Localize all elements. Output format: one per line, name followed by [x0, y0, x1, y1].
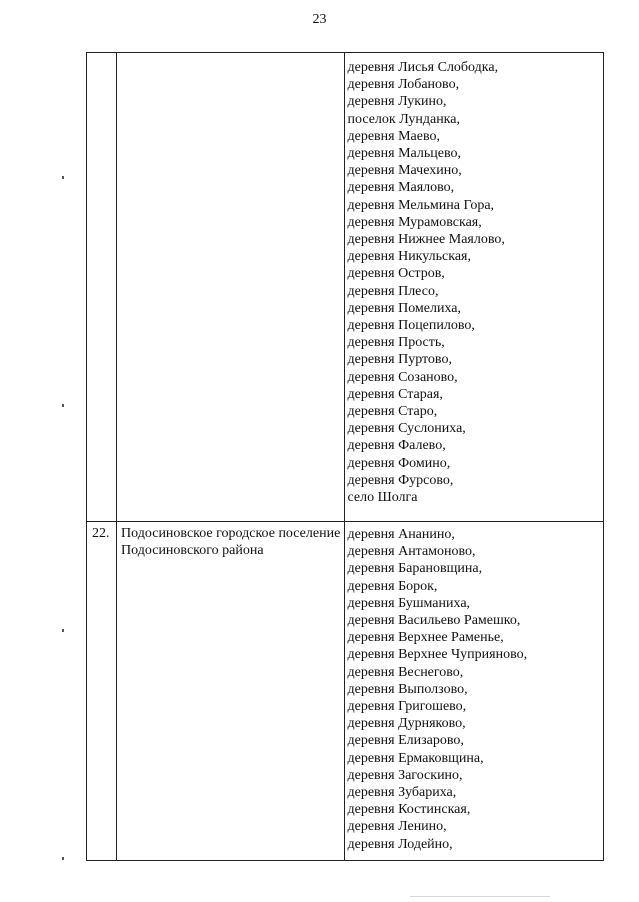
list-item: деревня Маево,	[347, 128, 440, 144]
list-item: деревня Созаново,	[347, 369, 458, 385]
list-item: деревня Ананино,	[347, 527, 455, 542]
list-item: деревня Нижнее Маялово,	[347, 232, 505, 248]
list-item: деревня Лобаново,	[347, 77, 460, 93]
scan-mark	[62, 404, 64, 407]
list-item: деревня Костинская,	[347, 802, 471, 818]
settlements-cell	[345, 53, 604, 522]
list-item: деревня Прость,	[347, 335, 445, 351]
list-item: деревня Пуртово,	[347, 352, 452, 368]
settlements-table	[86, 52, 604, 861]
list-item: деревня Мельмина Гора,	[347, 197, 495, 213]
list-item: деревня Верхнее Чуприяново,	[347, 647, 528, 663]
list-item: деревня Борок,	[347, 578, 438, 594]
list-item: деревня Плесо,	[347, 283, 439, 299]
list-item: поселок Лунданка,	[347, 111, 460, 127]
list-item: деревня Григошево,	[347, 699, 467, 715]
list-item: деревня Никульская,	[347, 249, 471, 265]
list-item: деревня Фурсово,	[347, 472, 454, 488]
list-item: деревня Загоскино,	[347, 767, 463, 783]
table-row	[87, 53, 604, 522]
list-item: деревня Старая,	[347, 386, 443, 402]
list-item: деревня Мальцево,	[347, 146, 461, 162]
list-item: деревня Старо,	[347, 404, 438, 420]
scan-mark	[62, 629, 64, 632]
settlement-list	[347, 526, 603, 853]
list-item: деревня Антамоново,	[347, 544, 476, 560]
row-number-cell: 22.	[87, 522, 117, 861]
list-item: деревня Помелиха,	[347, 300, 462, 316]
list-item: деревня Барановщина,	[347, 561, 483, 577]
list-item: деревня Поцепилово,	[347, 318, 475, 334]
list-item: деревня Выползово,	[347, 681, 468, 697]
settlement-list	[347, 59, 603, 506]
list-item: деревня Лисья Слободка,	[347, 60, 499, 75]
list-item: деревня Веснегово,	[347, 664, 464, 680]
list-item: деревня Лукино,	[347, 94, 447, 110]
list-item: деревня Мурамовская,	[347, 214, 482, 230]
list-item: деревня Фалево,	[347, 438, 446, 454]
settlements-cell	[345, 522, 604, 861]
list-item: деревня Ленино,	[347, 819, 447, 835]
list-item: деревня Верхнее Раменье,	[347, 630, 504, 646]
page-number: 23	[312, 12, 327, 27]
municipality-name-cell: Подосиновское городское поселение Подосиновского района	[117, 522, 345, 861]
list-item: деревня Маялово,	[347, 180, 455, 196]
list-item: деревня Зубариха,	[347, 785, 457, 801]
scan-mark	[62, 857, 64, 860]
list-item: деревня Мачехино,	[347, 163, 462, 179]
scan-mark	[62, 176, 64, 179]
list-item: деревня Суслониха,	[347, 421, 466, 437]
row-number-cell	[87, 53, 117, 522]
list-item: деревня Васильево Рамешко,	[347, 613, 521, 629]
municipality-name-cell	[117, 53, 345, 522]
scan-artifact	[410, 896, 550, 897]
list-item: село Шолга	[347, 490, 418, 506]
list-item: деревня Дурняково,	[347, 716, 466, 732]
list-item: деревня Фомино,	[347, 455, 451, 471]
list-item: деревня Лодейно,	[347, 836, 453, 852]
list-item: деревня Ермаковщина,	[347, 750, 484, 766]
list-item: деревня Остров,	[347, 266, 445, 282]
list-item: деревня Бушманиха,	[347, 595, 471, 611]
table-row	[87, 522, 604, 861]
list-item: деревня Елизарово,	[347, 733, 464, 749]
